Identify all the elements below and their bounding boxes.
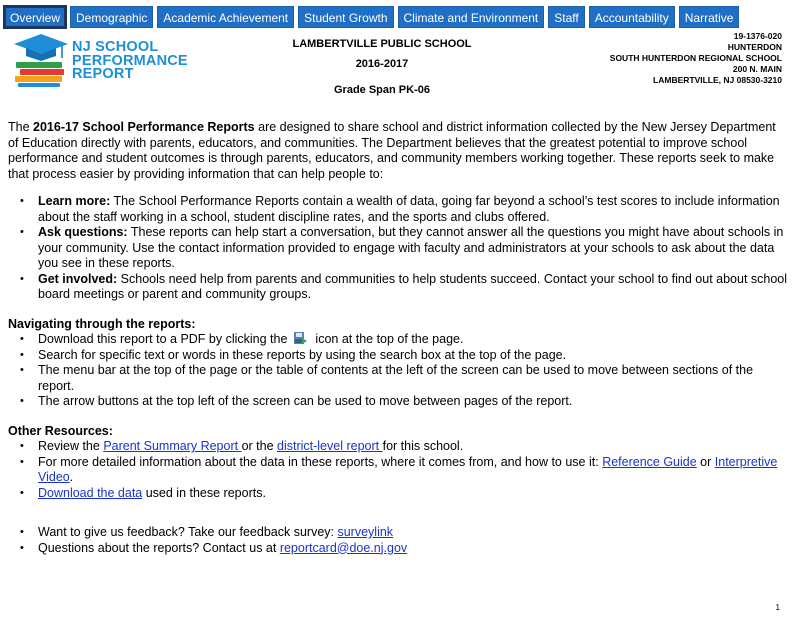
tab-staff[interactable]: Staff: [548, 6, 584, 28]
resource-text: .: [69, 470, 74, 484]
school-code: 19-1376-020: [733, 31, 782, 41]
intro-text: are designed to share school and district information collected by the New Jersey Department of Education directly with parents, educators, and communities. The Department believes that the greatest potential to improve school performance and student outcomes is through parents, educators, and community members working together. These reports seek to make that process easier by providing information that can help people to:: [8, 120, 776, 181]
list-item: [8, 194, 788, 225]
report-tab-bar: [4, 6, 739, 28]
tab-climate-and-environment[interactable]: Climate and Environment: [398, 6, 545, 28]
school-name: LAMBERTVILLE PUBLIC SCHOOL: [292, 38, 472, 50]
list-item: [8, 272, 788, 303]
tab-accountability[interactable]: Accountability: [589, 6, 675, 28]
tab-demographic[interactable]: Demographic: [70, 6, 153, 28]
intro-paragraph: [8, 120, 788, 182]
graduation-cap-books-icon: [12, 32, 70, 88]
street-address: 200 N. MAIN: [732, 64, 782, 74]
grade-span: Grade Span PK-06: [334, 84, 430, 96]
school-year: 2016-2017: [355, 58, 409, 70]
county: HUNTERDON: [727, 42, 782, 52]
survey-link[interactable]: surveylink: [337, 525, 394, 539]
list-item: [8, 225, 788, 272]
logo-line-1: NJ SCHOOL: [72, 39, 159, 55]
feedback-list: [8, 525, 788, 556]
overview-content: [8, 120, 788, 556]
page-number: 1: [775, 603, 780, 612]
tab-student-growth[interactable]: Student Growth: [298, 6, 393, 28]
bullet-text: Schools need help from parents and communities to help students succeed. Contact your school to find out about school board meetings or parent and community groups.: [38, 271, 788, 301]
contact-email-link[interactable]: reportcard@doe.nj.gov: [279, 540, 408, 555]
list-item: [8, 541, 788, 557]
tab-academic-achievement[interactable]: Academic Achievement: [157, 6, 294, 28]
list-item: [8, 332, 788, 348]
navigating-list: [8, 332, 788, 410]
download-data-link[interactable]: Download the data: [38, 485, 143, 500]
city-state-zip: LAMBERTVILLE, NJ 08530-3210: [653, 75, 782, 85]
school-header: [262, 38, 502, 96]
intro-bold: 2016-17 School Performance Reports: [33, 120, 255, 134]
contact-text: Questions about the reports? Contact us at: [38, 540, 280, 555]
list-item: [8, 439, 788, 455]
bullet-text: These reports can help start a conversation, but they cannot answer all the questions you might have about schools in your community. Use the contact information provided to engage with faculty and administrators at your schools to ask about the data you see in these reports.: [38, 225, 784, 270]
resource-text: for this school.: [382, 439, 464, 453]
parent-summary-report-link[interactable]: Parent Summary Report: [103, 439, 242, 453]
bullet-heading: Learn more:: [38, 194, 111, 208]
bullet-heading: Ask questions:: [38, 225, 128, 239]
school-address-block: [610, 31, 782, 86]
reference-guide-link[interactable]: Reference Guide: [602, 454, 697, 469]
resources-list: [8, 439, 788, 501]
tab-narrative[interactable]: Narrative: [679, 6, 740, 28]
purpose-list: [8, 194, 788, 303]
logo-text: [72, 41, 188, 82]
resource-text: used in these reports.: [142, 485, 266, 500]
intro-prefix: The: [8, 120, 34, 134]
other-resources-heading: Other Resources:: [8, 423, 113, 438]
district-level-report-link[interactable]: district-level report: [277, 439, 383, 453]
resource-text: or the: [241, 439, 277, 453]
resource-text: Review the: [38, 439, 104, 453]
pdf-download-icon[interactable]: [293, 332, 307, 345]
list-item: • Search for specific text or words in these reports by using the search box at the top of the page.: [8, 348, 788, 364]
resource-text: For more detailed information about the data in these reports, where it comes from, and how to use it:: [38, 454, 603, 469]
interpretive-video-link[interactable]: Interpretive Video: [38, 454, 778, 484]
list-item: [8, 486, 788, 502]
tab-overview[interactable]: Overview: [4, 6, 66, 28]
spacer: [8, 501, 788, 525]
list-item: • The arrow buttons at the top left of the screen can be used to move between pages of the report.: [8, 394, 788, 410]
district-name: SOUTH HUNTERDON REGIONAL SCHOOL: [609, 53, 782, 63]
pdf-instruction-text-end: icon at the top of the page.: [315, 332, 464, 346]
list-item: • The menu bar at the top of the page or the table of contents at the left of the screen can be used to move between sections of the report.: [8, 363, 788, 394]
logo-line-2: PERFORMANCE: [72, 52, 188, 69]
navigating-heading: Navigating through the reports:: [8, 316, 196, 331]
feedback-text: Want to give us feedback? Take our feedback survey:: [38, 525, 338, 539]
logo-line-3: REPORT: [72, 66, 134, 82]
resource-text: or: [696, 454, 715, 469]
list-item: [8, 525, 788, 541]
bullet-heading: Get involved:: [38, 271, 118, 286]
pdf-instruction-text: Download this report to a PDF by clicking the: [38, 332, 288, 346]
bullet-text: The School Performance Reports contain a wealth of data, going far beyond a school’s test scores to include information about the staff working in a school, student discipline rates, and the sports and clubs offered.: [38, 194, 780, 224]
list-item: [8, 455, 788, 486]
nj-school-performance-logo: [12, 32, 187, 88]
